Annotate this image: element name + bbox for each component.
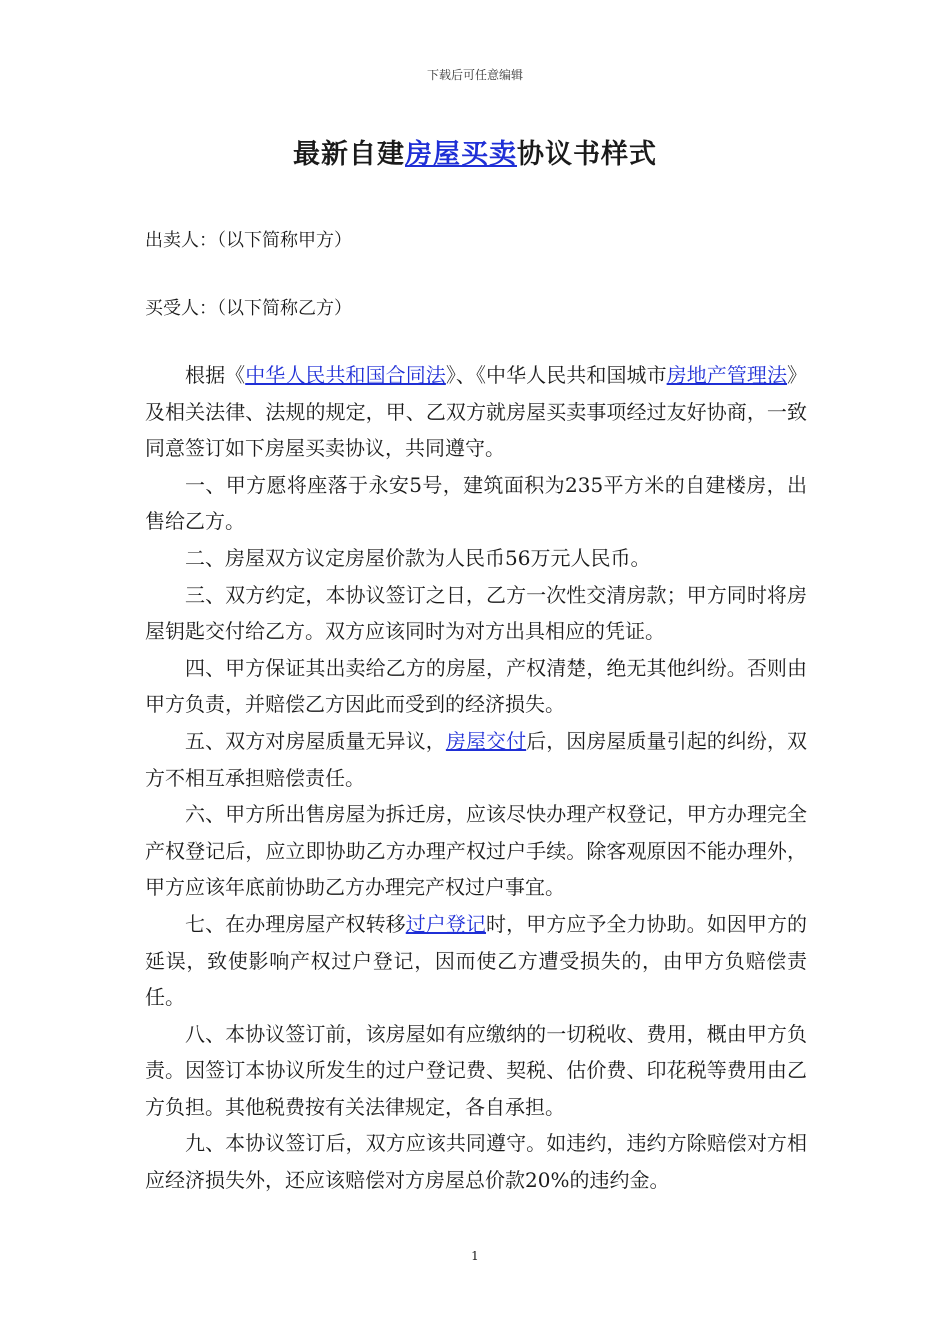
title-prefix: 最新自建: [293, 139, 405, 170]
clause-5-text-1: 五、双方对房屋质量无异议，: [185, 728, 446, 753]
buyer-line: 买受人：（以下简称乙方）: [145, 298, 352, 319]
clause-8: 八、本协议签订前，该房屋如有应缴纳的一切税收、费用，概由甲方负责。因签订本协议所发生的过户登记费、契税、估价费、印花税等费用由乙方负担。其他税费按有关法律规定，各自承担。: [145, 1021, 807, 1119]
title-suffix: 协议书样式: [517, 139, 657, 170]
clause-1: 一、甲方愿将座落于永安5号，建筑面积为235平方米的自建楼房，出售给乙方。: [145, 472, 807, 534]
clause-9: 九、本协议签订后，双方应该共同遵守。如违约，违约方除赔偿对方相应经济损失外，还应该赔偿对方房屋总价款20%的违约金。: [145, 1131, 807, 1193]
clause-2: 二、房屋双方议定房屋价款为人民币56万元人民币。: [185, 545, 651, 570]
intro-text-1: 根据《: [185, 363, 246, 387]
page-number: 1: [471, 1249, 479, 1263]
link-transfer-registration[interactable]: 过户登记: [405, 911, 487, 936]
intro-text-3: 》及相关法律、法规的规定，甲、乙双方就房屋买卖事项经过友好协商，一致同意签订如下房屋买卖协议，共同遵守。: [145, 363, 808, 461]
intro-paragraph: [145, 357, 807, 467]
clause-4: 四、甲方保证其出卖给乙方的房屋，产权清楚，绝无其他纠纷。否则由甲方负责，并赔偿乙方因此而受到的经济损失。: [145, 655, 807, 717]
clause-7: [145, 906, 807, 1016]
agreement-body: [145, 357, 807, 1199]
intro-text-2: 》、《中华人民共和国城市: [445, 363, 667, 387]
clause-3: 三、双方约定，本协议签订之日，乙方一次性交清房款；甲方同时将房屋钥匙交付给乙方。双方应该同时为对方出具相应的凭证。: [145, 582, 807, 644]
clause-7-text-1: 七、在办理房屋产权转移: [185, 911, 406, 936]
header-note: 下载后可任意编辑: [426, 68, 523, 82]
clause-5-text-2: 后，因房屋质量引起的纠纷，双方不相互承担赔偿责任。: [145, 728, 808, 790]
title-link-house-sale[interactable]: 房屋买卖: [405, 139, 517, 170]
clause-6: 六、甲方所出售房屋为拆迁房，应该尽快办理产权登记，甲方办理完全产权登记后，应立即协助乙方办理产权过户手续。除客观原因不能办理外，甲方应该年底前协助乙方办理完产权过户事宜。: [145, 802, 807, 900]
link-real-estate-law[interactable]: 房地产管理法: [666, 363, 788, 387]
clause-5: [145, 723, 807, 796]
seller-line: 出卖人：（以下简称甲方）: [145, 230, 352, 251]
link-contract-law[interactable]: 中华人民共和国合同法: [245, 363, 446, 387]
link-house-delivery[interactable]: 房屋交付: [445, 728, 527, 753]
document-title: [0, 132, 950, 171]
clause-7-text-2: 时，甲方应予全力协助。如因甲方的延误，致使影响产权过户登记，因而使乙方遭受损失的，由甲方负赔偿责任。: [145, 911, 808, 1010]
